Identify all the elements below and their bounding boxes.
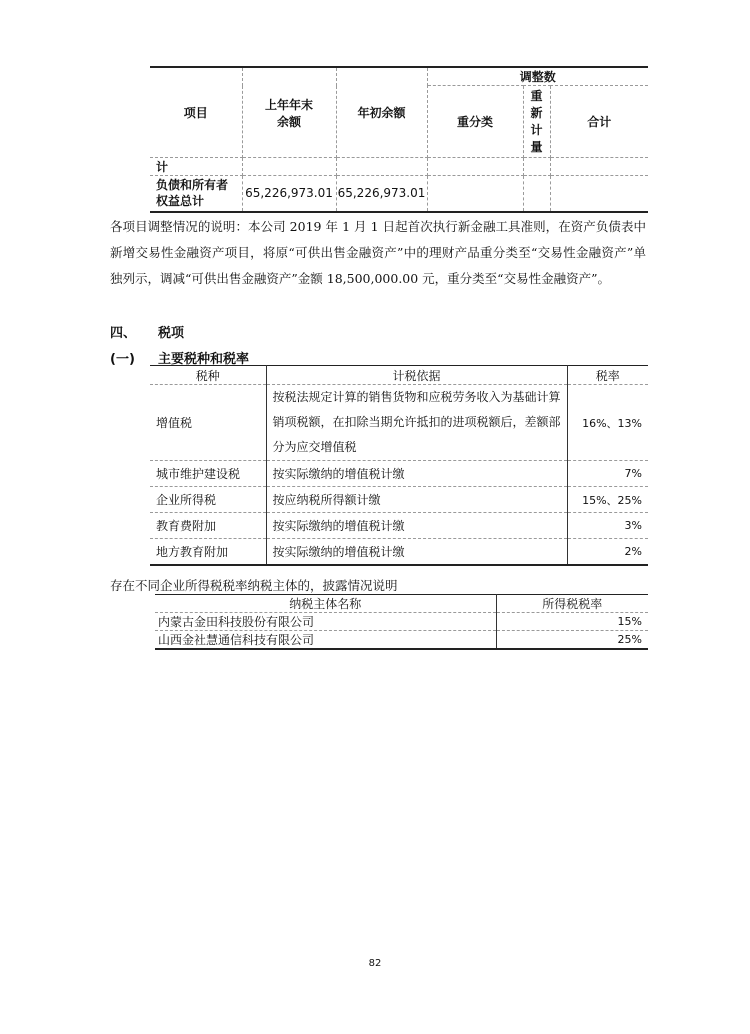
row-item-cell: 负债和所有者权益总计 bbox=[150, 176, 242, 212]
income-tax-table bbox=[155, 594, 648, 650]
table-row bbox=[150, 385, 648, 461]
col-header-item: 项目 bbox=[150, 67, 242, 158]
table-row bbox=[150, 158, 648, 176]
table-row bbox=[155, 613, 648, 631]
row-begin-cell bbox=[336, 158, 427, 176]
tax-table bbox=[150, 365, 648, 566]
tax-name-cell: 增值税 bbox=[150, 385, 266, 461]
income-rate-cell: 15% bbox=[496, 613, 648, 631]
tax-name-cell: 企业所得税 bbox=[150, 487, 266, 513]
row-item-cell: 计 bbox=[150, 158, 242, 176]
row-begin-cell: 65,226,973.01 bbox=[336, 176, 427, 212]
col-header-year-begin: 年初余额 bbox=[336, 67, 427, 158]
income-entity-cell: 山西金社慧通信科技有限公司 bbox=[155, 631, 496, 650]
tax-name-cell: 地方教育附加 bbox=[150, 539, 266, 565]
section-title: 税项 bbox=[158, 326, 185, 341]
adjustment-table bbox=[150, 66, 648, 213]
col-header-adjust-group: 调整数 bbox=[427, 67, 648, 86]
tax-header-rate: 税率 bbox=[567, 366, 648, 385]
tax-name-cell: 城市维护建设税 bbox=[150, 461, 266, 487]
subsection-title: 主要税种和税率 bbox=[158, 352, 250, 367]
col-header-remeasure: 重新计量 bbox=[523, 86, 550, 158]
tax-header-name: 税种 bbox=[150, 366, 266, 385]
tax-rate-cell: 16%、13% bbox=[567, 385, 648, 461]
adjustment-explanation: 各项目调整情况的说明：本公司 2019 年 1 月 1 日起首次执行新金融工具准则，在资产负债表中新增交易性金融资产项目，将原“可供出售金融资产”中的理财产品重分类至“交易性金融资产”单独列示，调减“可供出售金融资产”金额 18,500,000.00 元，重分类至“交易性金融资产”。 bbox=[110, 219, 646, 286]
income-header-entity: 纳税主体名称 bbox=[155, 595, 496, 613]
table-row bbox=[150, 513, 648, 539]
col-header-reclass: 重分类 bbox=[427, 86, 523, 158]
col-header-prev-year-end: 上年年末余额 bbox=[242, 67, 336, 158]
subsection-number: (一) bbox=[110, 352, 135, 367]
row-prev-cell bbox=[242, 158, 336, 176]
tax-basis-cell: 按税法规定计算的销售货物和应税劳务收入为基础计算销项税额，在扣除当期允许抵扣的进项税额后，差额部分为应交增值税 bbox=[266, 385, 567, 461]
section-number: 四、 bbox=[110, 326, 137, 341]
table-row bbox=[150, 539, 648, 565]
row-reclass-cell bbox=[427, 158, 523, 176]
income-header-rate: 所得税税率 bbox=[496, 595, 648, 613]
table-row bbox=[150, 176, 648, 212]
row-prev-cell: 65,226,973.01 bbox=[242, 176, 336, 212]
table-row bbox=[150, 487, 648, 513]
table-row bbox=[150, 461, 648, 487]
tax-name-cell: 教育费附加 bbox=[150, 513, 266, 539]
row-total-cell bbox=[550, 158, 648, 176]
tax-basis-cell: 按实际缴纳的增值税计缴 bbox=[266, 539, 567, 565]
income-rate-cell: 25% bbox=[617, 633, 642, 646]
table-row bbox=[155, 631, 648, 650]
tax-basis-cell: 按实际缴纳的增值税计缴 bbox=[266, 513, 567, 539]
row-remeasure-cell bbox=[523, 158, 550, 176]
col-header-total: 合计 bbox=[550, 86, 648, 158]
tax-rate-cell: 15%、25% bbox=[567, 487, 648, 513]
tax-rate-cell: 3% bbox=[567, 513, 648, 539]
income-entity-cell: 内蒙古金田科技股份有限公司 bbox=[155, 613, 496, 631]
tax-basis-cell: 按实际缴纳的增值税计缴 bbox=[266, 461, 567, 487]
tax-rate-cell: 2% bbox=[624, 544, 642, 558]
section-heading bbox=[110, 322, 184, 341]
tax-rate-cell: 7% bbox=[567, 461, 648, 487]
income-tax-note: 存在不同企业所得税税率纳税主体的，披露情况说明 bbox=[110, 578, 398, 593]
row-reclass-cell bbox=[427, 176, 523, 212]
row-total-cell bbox=[550, 176, 648, 212]
page-number: 82 bbox=[368, 958, 382, 969]
tax-header-basis: 计税依据 bbox=[266, 366, 567, 385]
row-remeasure-cell bbox=[523, 176, 550, 212]
tax-basis-cell: 按应纳税所得额计缴 bbox=[266, 487, 567, 513]
